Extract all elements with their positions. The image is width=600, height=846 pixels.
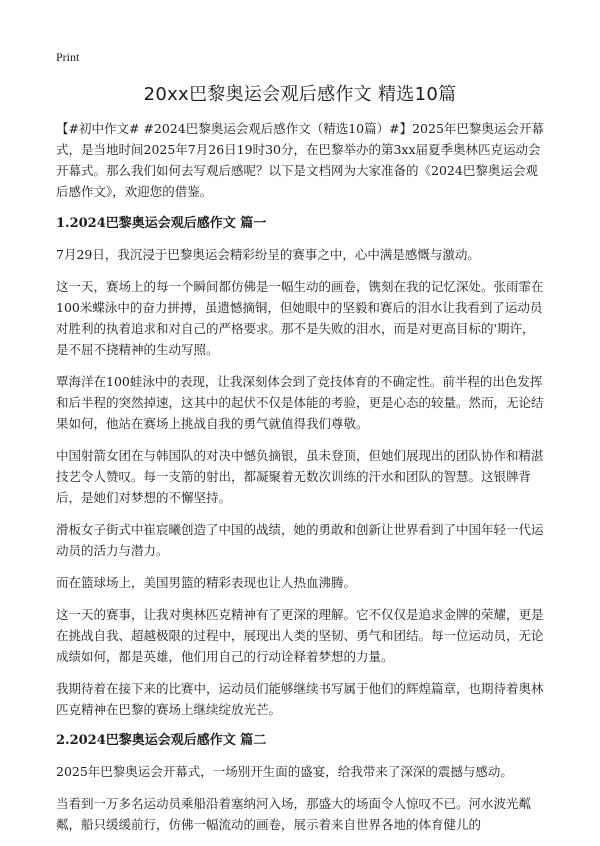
article-body [56,118,544,846]
paragraph: 这一天，赛场上的每一个瞬间都仿佛是一幅生动的画卷，镌刻在我的记忆深处。张雨霏在100米蝶泳中的奋力拼搏，虽遗憾摘铜，但她眼中的坚毅和赛后的泪水让我看到了运动员对胜利的执着追求和对自己的严格要求。那不是失败的泪水，而是对更高目标的'期许，是不屈不挠精神的生动写照。 [56,279,544,357]
print-link[interactable]: Print [56,50,80,64]
paragraph: 7月29日，我沉浸于巴黎奥运会精彩纷呈的赛事之中，心中满是感慨与激动。 [56,247,480,262]
paragraph: 这一天的赛事，让我对奥林匹克精神有了更深的理解。它不仅仅是追求金牌的荣耀，更是在挑战自我、超越极限的过程中，展现出人类的坚韧、勇气和团结。每一位运动员，无论成绩如何，都是英雄，他们用自己的行动诠释着梦想的力量。 [56,607,544,664]
paragraph: 2025年巴黎奥运会开幕式，一场别开生面的盛宴，给我带来了深深的震撼与感动。 [56,764,513,779]
paragraph: 而在篮球场上，美国男篮的精彩表现也让人热血沸腾。 [56,575,357,590]
section-heading: 2.2024巴黎奥运会观后感作文 篇二 [56,733,267,748]
paragraph: 当看到一万多名运动员乘船沿着塞纳河入场，那盛大的场面令人惊叹不已。河水波光粼粼，船只缓缓前行，仿佛一幅流动的画卷，展示着来自世界各地的体育健儿的 [56,796,532,832]
paragraph: 覃海洋在100蛙泳中的表现，让我深刻体会到了竞技体育的不确定性。前半程的出色发挥和后半程的突然掉速，这其中的起伏不仅是体能的考验，更是心态的较量。然而，无论结果如何，他站在赛场上挑战自我的勇气就值得我们尊敬。 [56,374,544,431]
paragraph: 滑板女子街式中崔宸曦创造了中国的战绩，她的勇敢和创新让世界看到了中国年轻一代运动员的活力与潜力。 [56,522,544,558]
paragraph: 中国射箭女团在与韩国队的对决中憾负摘银，虽未登顶，但她们展现出的团队协作和精湛技艺令人赞叹。每一支箭的射出，都凝聚着无数次训练的汗水和团队的智慧。这银牌背后，是她们对梦想的不懈坚持。 [56,448,544,505]
section-heading: 1.2024巴黎奥运会观后感作文 篇一 [56,216,267,231]
intro-paragraph: 【#初中作文# #2024巴黎奥运会观后感作文（精选10篇）#】2025年巴黎奥运会开幕式，是当地时间2025年7月26日19时30分，在巴黎举办的第3xx届夏季奥林匹克运动会开幕式。那么我们如何去写观后感呢？以下是文档网为大家准备的《2024巴黎奥运会观后感作文》，欢迎您的借鉴。 [56,121,544,199]
page-title: 20xx巴黎奥运会观后感作文 精选10篇 [143,84,457,105]
paragraph: 我期待着在接下来的比赛中，运动员们能够继续书写属于他们的辉煌篇章，也期待着奥林匹克精神在巴黎的赛场上继续绽放光芒。 [56,681,544,717]
